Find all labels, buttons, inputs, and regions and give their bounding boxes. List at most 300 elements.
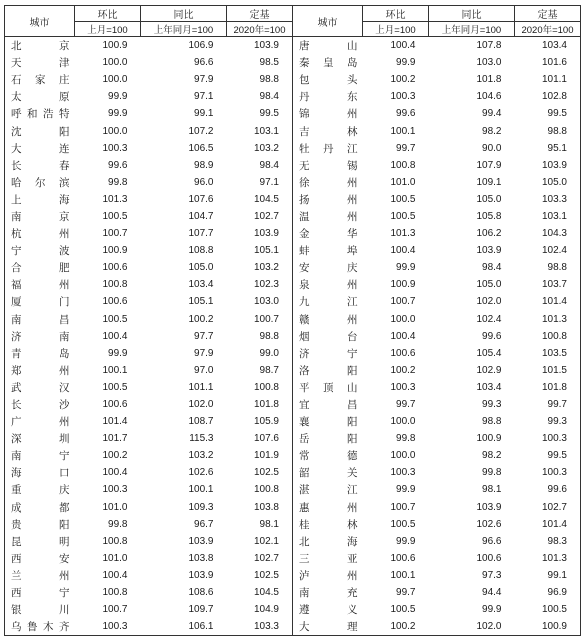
right-yoy-cell: 105.8 xyxy=(476,210,502,222)
left-mom-cell: 100.6 xyxy=(102,399,128,411)
left-city-cell: 兰州 xyxy=(5,567,75,584)
left-base-cell: 103.2 xyxy=(227,259,293,276)
left-city-cell: 合肥 xyxy=(5,259,75,276)
right-mom-cell: 99.7 xyxy=(396,142,416,154)
table-row xyxy=(5,191,581,208)
left-city-cell: 深圳 xyxy=(5,430,75,447)
right-city-cell: 常德 xyxy=(299,450,358,463)
left-mom-cell: 99.6 xyxy=(108,159,128,171)
table-row xyxy=(5,259,581,276)
left-city-cell: 济南 xyxy=(5,328,75,345)
left-yoy-cell: 106.1 xyxy=(141,618,227,636)
left-yoy-cell: 97.0 xyxy=(194,364,214,376)
left-base-cell: 103.9 xyxy=(227,37,293,55)
right-mom-cell: 100.0 xyxy=(390,313,416,325)
right-base-cell: 103.3 xyxy=(515,191,581,208)
left-base-cell: 98.4 xyxy=(227,88,293,105)
right-mom-cell: 100.9 xyxy=(390,279,416,291)
right-yoy-cell: 94.4 xyxy=(482,587,502,599)
left-yoy-cell: 103.9 xyxy=(188,569,214,581)
left-mom-cell: 100.5 xyxy=(102,313,128,325)
left-city-cell: 成都 xyxy=(5,499,75,516)
right-city-cell: 襄阳 xyxy=(299,416,358,429)
table-row xyxy=(5,174,581,191)
table-body xyxy=(5,37,581,636)
right-base-cell: 101.4 xyxy=(515,516,581,533)
left-mom-cell: 100.3 xyxy=(102,142,128,154)
left-yoy-cell: 109.7 xyxy=(188,604,214,616)
right-city-cell: 包头 xyxy=(299,74,358,87)
right-mom-cell: 100.3 xyxy=(390,381,416,393)
left-city-cell: 乌鲁木齐 xyxy=(5,618,75,636)
left-mom-cell: 99.8 xyxy=(108,518,128,530)
right-yoy-cell: 98.8 xyxy=(482,416,502,428)
right-city-cell: 大理 xyxy=(293,618,363,636)
right-base-cell: 101.3 xyxy=(515,550,581,567)
right-mom-cell: 101.3 xyxy=(390,228,416,240)
left-yoy-cell: 115.3 xyxy=(189,433,214,445)
table-row xyxy=(5,567,581,584)
left-yoy-cell: 106.5 xyxy=(188,142,214,154)
left-city-cell: 厦门 xyxy=(5,293,75,310)
left-mom-cell: 100.4 xyxy=(102,330,128,342)
right-mom-cell: 99.8 xyxy=(396,433,416,445)
table-row xyxy=(5,54,581,71)
right-yoy-cell: 99.6 xyxy=(482,330,502,342)
left-yoy-cell: 100.2 xyxy=(188,313,214,325)
right-yoy-cell: 103.4 xyxy=(476,381,502,393)
right-yoy-cell: 101.8 xyxy=(476,74,502,86)
left-yoy-cell: 97.1 xyxy=(194,91,214,103)
table-row xyxy=(5,328,581,345)
right-city-cell: 韶关 xyxy=(299,467,358,480)
right-base-cell: 101.8 xyxy=(515,379,581,396)
left-yoy-cell: 104.7 xyxy=(188,210,214,222)
right-base-cell: 105.0 xyxy=(515,174,581,191)
left-city-cell: 北京 xyxy=(5,37,75,55)
left-base-cell: 99.5 xyxy=(227,105,293,122)
left-base-cell: 102.5 xyxy=(227,464,293,481)
table-row xyxy=(5,396,581,413)
table-header xyxy=(5,6,581,37)
right-mom-cell: 100.4 xyxy=(390,40,416,52)
right-yoy-cell: 105.0 xyxy=(476,193,502,205)
right-mom-cell: 99.7 xyxy=(396,399,416,411)
left-base-cell: 99.0 xyxy=(227,345,293,362)
right-city-cell: 锦州 xyxy=(299,108,358,121)
table-row xyxy=(5,88,581,105)
header-mom-base-right: 上月=100 xyxy=(363,22,429,37)
right-yoy-cell: 102.0 xyxy=(476,296,502,308)
left-mom-cell: 99.9 xyxy=(108,347,128,359)
left-base-cell: 102.1 xyxy=(227,533,293,550)
header-mom-base-left: 上月=100 xyxy=(75,22,141,37)
left-base-cell: 101.9 xyxy=(227,447,293,464)
table-row xyxy=(5,413,581,430)
right-base-cell: 100.5 xyxy=(515,601,581,618)
right-base-cell: 98.3 xyxy=(515,533,581,550)
right-yoy-cell: 104.6 xyxy=(476,91,502,103)
right-base-cell: 95.1 xyxy=(515,140,581,157)
right-mom-cell: 99.6 xyxy=(396,108,416,120)
right-mom-cell: 100.0 xyxy=(390,416,416,428)
right-base-cell: 101.5 xyxy=(515,362,581,379)
left-yoy-cell: 107.7 xyxy=(188,228,214,240)
right-base-cell: 103.9 xyxy=(515,157,581,174)
right-city-cell: 徐州 xyxy=(299,176,358,189)
right-mom-cell: 99.9 xyxy=(396,262,416,274)
left-base-cell: 102.3 xyxy=(227,276,293,293)
left-mom-cell: 100.2 xyxy=(102,450,128,462)
table-row xyxy=(5,584,581,601)
right-base-cell: 99.5 xyxy=(515,447,581,464)
right-mom-cell: 101.0 xyxy=(390,176,416,188)
left-yoy-cell: 103.4 xyxy=(188,279,214,291)
table-row xyxy=(5,464,581,481)
left-mom-cell: 100.5 xyxy=(102,381,128,393)
left-yoy-cell: 98.9 xyxy=(194,159,214,171)
left-city-cell: 上海 xyxy=(5,191,75,208)
left-yoy-cell: 108.7 xyxy=(188,416,214,428)
right-base-cell: 100.9 xyxy=(515,618,581,636)
right-yoy-cell: 103.0 xyxy=(476,57,502,69)
right-base-cell: 98.8 xyxy=(515,259,581,276)
right-city-cell: 赣州 xyxy=(299,313,358,326)
right-mom-cell: 99.9 xyxy=(396,535,416,547)
left-yoy-cell: 97.7 xyxy=(194,330,214,342)
left-base-cell: 103.3 xyxy=(227,618,293,636)
table-row xyxy=(5,345,581,362)
left-city-cell: 广州 xyxy=(5,413,75,430)
right-yoy-cell: 100.9 xyxy=(476,433,502,445)
left-mom-cell: 100.3 xyxy=(102,484,128,496)
left-yoy-cell: 102.6 xyxy=(188,467,214,479)
header-base-left: 定基 xyxy=(227,6,293,22)
right-city-cell: 北海 xyxy=(299,535,358,548)
left-mom-cell: 101.7 xyxy=(102,433,128,445)
header-city-left: 城市 xyxy=(5,6,75,37)
table-row xyxy=(5,140,581,157)
right-yoy-cell: 99.9 xyxy=(482,604,502,616)
right-mom-cell: 100.1 xyxy=(390,125,416,137)
table-row xyxy=(5,105,581,122)
right-city-cell: 牡丹江 xyxy=(299,142,358,155)
right-city-cell: 宜昌 xyxy=(299,399,358,412)
right-yoy-cell: 107.9 xyxy=(476,159,502,171)
left-mom-cell: 101.4 xyxy=(102,416,128,428)
right-mom-cell: 100.2 xyxy=(390,74,416,86)
left-mom-cell: 100.8 xyxy=(102,535,128,547)
right-yoy-cell: 109.1 xyxy=(476,176,502,188)
left-yoy-cell: 102.0 xyxy=(188,399,214,411)
right-yoy-cell: 107.8 xyxy=(476,40,502,52)
price-index-table-page xyxy=(4,5,580,636)
right-yoy-cell: 103.9 xyxy=(476,245,502,257)
left-yoy-cell: 97.9 xyxy=(194,347,214,359)
left-base-cell: 103.9 xyxy=(227,225,293,242)
left-yoy-cell: 108.6 xyxy=(188,587,214,599)
right-yoy-cell: 105.0 xyxy=(476,279,502,291)
right-base-cell: 101.1 xyxy=(515,71,581,88)
right-base-cell: 102.8 xyxy=(515,88,581,105)
left-city-cell: 南宁 xyxy=(5,447,75,464)
left-mom-cell: 100.6 xyxy=(102,296,128,308)
right-base-cell: 101.3 xyxy=(515,311,581,328)
header-base-right: 定基 xyxy=(515,6,581,22)
left-mom-cell: 100.7 xyxy=(102,604,128,616)
left-yoy-cell: 103.8 xyxy=(188,552,214,564)
left-yoy-cell: 105.1 xyxy=(188,296,214,308)
left-yoy-cell: 103.9 xyxy=(188,535,214,547)
table-row xyxy=(5,276,581,293)
left-base-cell: 105.9 xyxy=(227,413,293,430)
right-city-cell: 泉州 xyxy=(299,279,358,292)
left-base-cell: 105.1 xyxy=(227,242,293,259)
right-city-cell: 秦皇岛 xyxy=(299,57,358,70)
table-row xyxy=(5,430,581,447)
right-yoy-cell: 102.4 xyxy=(476,313,502,325)
left-yoy-cell: 99.1 xyxy=(194,108,214,120)
left-mom-cell: 100.6 xyxy=(102,262,128,274)
left-city-cell: 西宁 xyxy=(5,584,75,601)
right-city-cell: 温州 xyxy=(299,210,358,223)
left-mom-cell: 99.9 xyxy=(108,91,128,103)
right-mom-cell: 100.5 xyxy=(390,193,416,205)
right-base-cell: 99.5 xyxy=(515,105,581,122)
left-mom-cell: 100.0 xyxy=(102,74,128,86)
table-row xyxy=(5,242,581,259)
left-base-cell: 98.8 xyxy=(227,71,293,88)
left-city-cell: 呼和浩特 xyxy=(5,105,75,122)
right-yoy-cell: 103.9 xyxy=(476,501,502,513)
table-row xyxy=(5,225,581,242)
left-base-cell: 107.6 xyxy=(227,430,293,447)
right-city-cell: 遵义 xyxy=(299,604,358,617)
right-base-cell: 103.5 xyxy=(515,345,581,362)
left-mom-cell: 101.3 xyxy=(102,193,128,205)
header-yoy-base-right: 上年同月=100 xyxy=(429,22,515,37)
left-city-cell: 长春 xyxy=(5,157,75,174)
right-mom-cell: 100.1 xyxy=(390,569,416,581)
right-city-cell: 安庆 xyxy=(299,262,358,275)
right-base-cell: 99.3 xyxy=(515,413,581,430)
left-base-cell: 98.7 xyxy=(227,362,293,379)
right-base-cell: 100.8 xyxy=(515,328,581,345)
right-mom-cell: 99.9 xyxy=(396,57,416,69)
right-base-cell: 104.3 xyxy=(515,225,581,242)
right-city-cell: 洛阳 xyxy=(299,364,358,377)
right-mom-cell: 100.6 xyxy=(390,347,416,359)
table-row xyxy=(5,533,581,550)
table-row xyxy=(5,157,581,174)
right-yoy-cell: 99.3 xyxy=(482,399,502,411)
right-city-cell: 惠州 xyxy=(299,501,358,514)
right-yoy-cell: 98.1 xyxy=(482,484,502,496)
right-base-cell: 101.6 xyxy=(515,54,581,71)
left-mom-cell: 100.4 xyxy=(102,569,128,581)
header-yoy-base-left: 上年同月=100 xyxy=(141,22,227,37)
left-city-cell: 昆明 xyxy=(5,533,75,550)
header-fixed-base-left: 2020年=100 xyxy=(227,22,293,37)
left-mom-cell: 101.0 xyxy=(102,501,128,513)
table-row xyxy=(5,447,581,464)
right-base-cell: 103.4 xyxy=(515,37,581,55)
right-mom-cell: 99.9 xyxy=(396,484,416,496)
table-row xyxy=(5,71,581,88)
right-mom-cell: 100.3 xyxy=(390,91,416,103)
right-city-cell: 桂林 xyxy=(299,518,358,531)
header-mom-left: 环比 xyxy=(75,6,141,22)
right-yoy-cell: 99.4 xyxy=(482,108,502,120)
left-base-cell: 101.8 xyxy=(227,396,293,413)
left-city-cell: 杭州 xyxy=(5,225,75,242)
right-yoy-cell: 102.6 xyxy=(476,518,502,530)
left-mom-cell: 100.8 xyxy=(102,587,128,599)
city-price-index-table xyxy=(4,5,581,636)
right-base-cell: 99.1 xyxy=(515,567,581,584)
left-city-cell: 太原 xyxy=(5,88,75,105)
table-row xyxy=(5,311,581,328)
right-base-cell: 99.7 xyxy=(515,396,581,413)
right-yoy-cell: 100.6 xyxy=(476,552,502,564)
right-mom-cell: 100.6 xyxy=(390,552,416,564)
right-base-cell: 98.8 xyxy=(515,122,581,139)
left-city-cell: 哈尔滨 xyxy=(5,174,75,191)
table-row xyxy=(5,601,581,618)
right-yoy-cell: 99.8 xyxy=(482,467,502,479)
right-yoy-cell: 102.9 xyxy=(476,364,502,376)
right-yoy-cell: 105.4 xyxy=(476,347,502,359)
left-mom-cell: 100.7 xyxy=(102,228,128,240)
table-row xyxy=(5,208,581,225)
left-city-cell: 重庆 xyxy=(5,481,75,498)
left-base-cell: 103.1 xyxy=(227,122,293,139)
table-row xyxy=(5,499,581,516)
right-base-cell: 96.9 xyxy=(515,584,581,601)
left-base-cell: 104.9 xyxy=(227,601,293,618)
header-city-right: 城市 xyxy=(293,6,363,37)
right-mom-cell: 100.4 xyxy=(390,330,416,342)
left-yoy-cell: 96.7 xyxy=(194,518,214,530)
left-base-cell: 102.7 xyxy=(227,550,293,567)
left-yoy-cell: 107.6 xyxy=(188,193,214,205)
right-base-cell: 103.7 xyxy=(515,276,581,293)
left-city-cell: 郑州 xyxy=(5,362,75,379)
right-yoy-cell: 98.2 xyxy=(482,125,502,137)
right-mom-cell: 100.8 xyxy=(390,159,416,171)
right-yoy-cell: 96.6 xyxy=(482,535,502,547)
right-base-cell: 102.7 xyxy=(515,499,581,516)
right-city-cell: 蚌埠 xyxy=(299,245,358,258)
table-row xyxy=(5,362,581,379)
left-city-cell: 贵阳 xyxy=(5,516,75,533)
right-yoy-cell: 97.3 xyxy=(482,569,502,581)
left-city-cell: 西安 xyxy=(5,550,75,567)
table-row xyxy=(5,37,581,55)
left-city-cell: 沈阳 xyxy=(5,122,75,139)
right-city-cell: 扬州 xyxy=(299,193,358,206)
left-base-cell: 100.7 xyxy=(227,311,293,328)
left-mom-cell: 100.8 xyxy=(102,279,128,291)
right-mom-cell: 100.4 xyxy=(390,245,416,257)
right-yoy-cell: 98.4 xyxy=(482,262,502,274)
right-base-cell: 100.3 xyxy=(515,430,581,447)
right-city-cell: 南充 xyxy=(299,587,358,600)
left-yoy-cell: 96.0 xyxy=(194,176,214,188)
right-city-cell: 唐山 xyxy=(299,40,358,53)
right-city-cell: 三亚 xyxy=(299,552,358,565)
right-yoy-cell: 102.0 xyxy=(429,618,515,636)
right-city-cell: 九江 xyxy=(299,296,358,309)
left-base-cell: 100.8 xyxy=(227,379,293,396)
right-city-cell: 丹东 xyxy=(299,91,358,104)
right-base-cell: 101.4 xyxy=(515,293,581,310)
right-yoy-cell: 90.0 xyxy=(482,142,502,154)
left-base-cell: 102.5 xyxy=(227,567,293,584)
left-base-cell: 103.8 xyxy=(227,499,293,516)
left-yoy-cell: 109.3 xyxy=(188,501,214,513)
header-fixed-base-right: 2020年=100 xyxy=(515,22,581,37)
table-row xyxy=(5,293,581,310)
left-city-cell: 宁波 xyxy=(5,242,75,259)
right-city-cell: 平顶山 xyxy=(299,381,358,394)
left-yoy-cell: 100.1 xyxy=(188,484,214,496)
table-row xyxy=(5,550,581,567)
table-row xyxy=(5,379,581,396)
left-base-cell: 104.5 xyxy=(227,191,293,208)
left-city-cell: 天津 xyxy=(5,54,75,71)
left-city-cell: 大连 xyxy=(5,140,75,157)
left-base-cell: 98.5 xyxy=(227,54,293,71)
right-base-cell: 99.6 xyxy=(515,481,581,498)
left-base-cell: 102.7 xyxy=(227,208,293,225)
table-row xyxy=(5,618,581,636)
left-city-cell: 银川 xyxy=(5,601,75,618)
left-base-cell: 98.4 xyxy=(227,157,293,174)
left-base-cell: 104.5 xyxy=(227,584,293,601)
left-mom-cell: 101.0 xyxy=(102,552,128,564)
left-city-cell: 武汉 xyxy=(5,379,75,396)
left-yoy-cell: 106.9 xyxy=(188,40,214,52)
left-base-cell: 97.1 xyxy=(227,174,293,191)
left-mom-cell: 99.8 xyxy=(108,176,128,188)
right-base-cell: 103.1 xyxy=(515,208,581,225)
left-yoy-cell: 96.6 xyxy=(194,57,214,69)
right-city-cell: 湛江 xyxy=(299,484,358,497)
right-base-cell: 102.4 xyxy=(515,242,581,259)
left-city-cell: 长沙 xyxy=(5,396,75,413)
right-mom-cell: 100.5 xyxy=(390,518,416,530)
left-base-cell: 103.0 xyxy=(227,293,293,310)
left-mom-cell: 100.1 xyxy=(102,364,128,376)
left-city-cell: 南昌 xyxy=(5,311,75,328)
left-mom-cell: 100.9 xyxy=(102,40,128,52)
right-city-cell: 吉林 xyxy=(299,125,358,138)
right-base-cell: 100.3 xyxy=(515,464,581,481)
right-mom-cell: 100.5 xyxy=(390,604,416,616)
left-base-cell: 100.8 xyxy=(227,481,293,498)
right-mom-cell: 99.7 xyxy=(396,587,416,599)
left-yoy-cell: 107.2 xyxy=(188,125,214,137)
left-yoy-cell: 103.2 xyxy=(188,450,214,462)
right-city-cell: 泸州 xyxy=(299,569,358,582)
left-yoy-cell: 97.9 xyxy=(194,74,214,86)
left-yoy-cell: 101.1 xyxy=(188,381,214,393)
right-mom-cell: 100.0 xyxy=(390,450,416,462)
left-base-cell: 98.8 xyxy=(227,328,293,345)
header-yoy-right: 同比 xyxy=(429,6,515,22)
left-mom-cell: 100.3 xyxy=(75,618,141,636)
